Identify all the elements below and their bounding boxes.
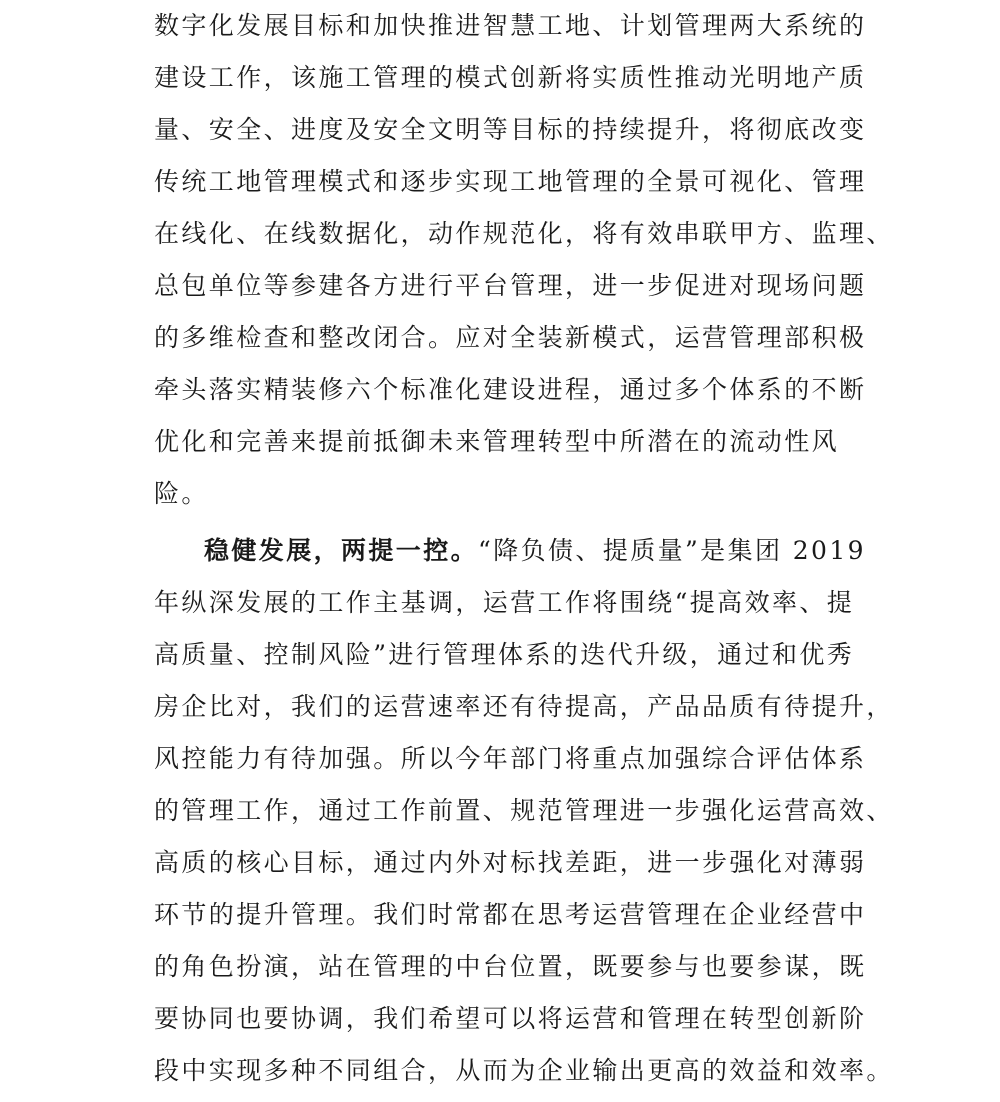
paragraph-2-line-6: 的管理工作，通过工作前置、规范管理进一步强化运营高效、	[154, 796, 894, 825]
paragraph-1-line-3: 量、安全、进度及安全文明等目标的持续提升，将彻底改变	[154, 115, 867, 144]
paragraph-1-line-6: 总包单位等参建各方进行平台管理，进一步促进对现场问题	[154, 271, 867, 300]
paragraph-2-line-3: 高质量、控制风险”进行管理体系的迭代升级，通过和优秀	[154, 640, 855, 669]
paragraph-2-line-4: 房企比对，我们的运营速率还有待提高，产品品质有待提升，	[154, 692, 894, 721]
paragraph-2-line-10: 要协同也要协调，我们希望可以将运营和管理在转型创新阶	[154, 1004, 867, 1033]
paragraph-1-line-9: 优化和完善来提前抵御未来管理转型中所潜在的流动性风	[154, 427, 840, 456]
paragraph-2-line-9: 的角色扮演，站在管理的中台位置，既要参与也要参谋，既	[154, 952, 867, 981]
paragraph-1-line-5: 在线化、在线数据化，动作规范化，将有效串联甲方、监理、	[154, 219, 894, 248]
paragraph-1-line-1: 数字化发展目标和加快推进智慧工地、计划管理两大系统的	[154, 11, 867, 40]
paragraph-2-line-11: 段中实现多种不同组合，从而为企业输出更高的效益和效率。	[154, 1056, 894, 1085]
paragraph-2-line-5: 风控能力有待加强。所以今年部门将重点加强综合评估体系	[154, 744, 867, 773]
paragraph-1-line-10: 险。	[154, 479, 209, 508]
paragraph-2-line-2: 年纵深发展的工作主基调，运营工作将围绕“提高效率、提	[154, 588, 855, 617]
paragraph-2-line-7: 高质的核心目标，通过内外对标找差距，进一步强化对薄弱	[154, 848, 867, 877]
paragraph-1-line-8: 牵头落实精装修六个标准化建设进程，通过多个体系的不断	[154, 375, 867, 404]
paragraph-2-heading: 稳健发展，两提一控。	[204, 536, 479, 565]
paragraph-1-line-2: 建设工作，该施工管理的模式创新将实质性推动光明地产质	[154, 63, 867, 92]
paragraph-1-line-4: 传统工地管理模式和逐步实现工地管理的全景可视化、管理	[154, 167, 867, 196]
paragraph-1-line-7: 的多维检查和整改闭合。应对全装新模式，运营管理部积极	[154, 323, 867, 352]
paragraph-2-first-line-text: “降负债、提质量”是集团 2019	[478, 536, 866, 565]
paragraph-2-first-line	[204, 531, 866, 571]
paragraph-2-line-8: 环节的提升管理。我们时常都在思考运营管理在企业经营中	[154, 900, 867, 929]
